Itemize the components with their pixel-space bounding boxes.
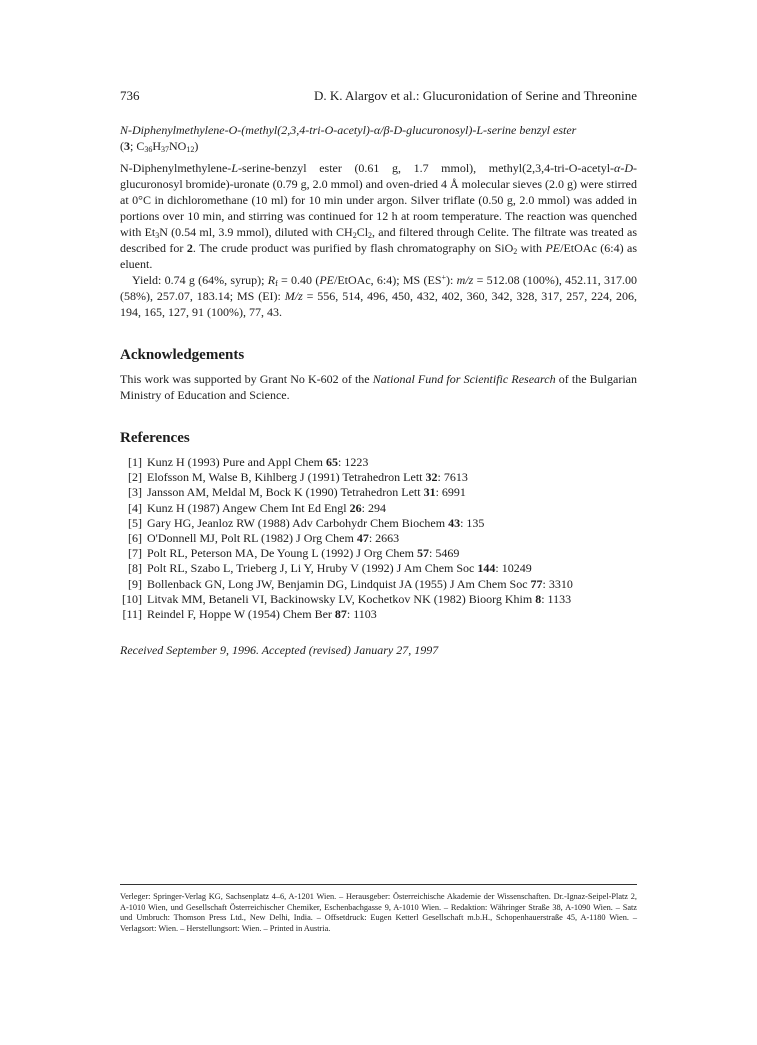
running-title: D. K. Alargov et al.: Glucuronidation of Serine and Threonine <box>313 88 637 103</box>
yield-paragraph: Yield: 0.74 g (64%, syrup); $R_f = 0.40$ (PE/EtOAc, 6:4); MS (ES+): m/z = 512.08 (100%), 452.11, 317.00 (58%), 257.07, 183.14; MS (EI): M/z = 556, 514, 496, 450, 432, 402, 360, 342, 328, 317, 257, 224, 206, 194, 165, 127, 91 (100%), 77, 43. <box>120 273 637 319</box>
reference-item: [9] Bollenback GN, Long JW, Benjamin DG, Lindquist JA (1955) J Am Chem Soc 77: 3310 <box>128 576 573 591</box>
reference-item: [5] Gary HG, Jeanloz RW (1988) Adv Carbohydr Chem Biochem 43: 135 <box>128 515 485 530</box>
footer-divider <box>120 884 637 885</box>
acknowledgements-text: This work was supported by Grant No K-602 of the National Fund for Scientific Research of the Bulgarian Ministry of Education and Science. <box>120 372 637 402</box>
compound-name: N-Diphenylmethylene-O-(methyl(2,3,4-tri-O-acetyl)-α/β-D-glucuronosyl)-L-serine benzyl ester <box>120 123 577 137</box>
received-dates: Received September 9, 1996. Accepted (revised) January 27, 1997 <box>120 643 439 658</box>
publisher-footer: Verleger: Springer-Verlag KG, Sachsenplatz 4–6, A-1201 Wien. – Herausgeber: Österreichische Akademie der Wissenschaften. Dr.-Ignaz-Seipel-Platz 2, A-1010 Wien, und Gesellschaft Österreichischer Chemiker, Eschenbachgasse 9, A-1010 Wien. – Redaktion: Währinger Straße 38, A-1090 Wien. – Satz und Umbruch: Thomson Press Ltd., New Delhi, India. – Offsetdruck: Eugen Ketterl Gesellschaft m.b.H., Schopenhauerstraße 45, A-1180 Wien. – Verlagsort: Wien. – Herstellungsort: Wien. – Printed in Austria. <box>120 892 637 933</box>
page-number: 736 <box>120 88 140 103</box>
reference-list <box>120 455 637 622</box>
reference-item: [3] Jansson AM, Meldal M, Bock K (1990) Tetrahedron Lett 31: 6991 <box>128 485 466 500</box>
synthesis-paragraph: N-Diphenylmethylene-L-serine-benzyl ester (0.61 g, 1.7 mmol), methyl(2,3,4-tri-O-acetyl-α-D-glucuronosyl bromide)-uronate (0.79 g, 2.0 mmol) and oven-dried 4 Å molecular sieves (2.0 g) were stirred at 0°C in dichloromethane (10 ml) for 10 min under argon. Silver triflate (0.50 g, 2.0 mmol) was added in portions over 10 min, and stirring was continued for 12 h at room temperature. The reaction was quenched with $Et_3N$ (0.54 ml, 3.9 mmol), diluted with $CH_2Cl_2$, and filtered through Celite. The filtrate was treated as described for 2. The crude product was purified by flash chromatography on SiO$_2$ with PE/EtOAc (6:4) as eluent. <box>120 161 638 271</box>
compound-heading: N-Diphenylmethylene-O-(methyl(2,3,4-tri-O-acetyl)-α/β-D-glucuronosyl)-L-serine benzyl ester (3; $C_{36}H_{37}NO_{12}$) <box>120 123 577 154</box>
references-heading: References <box>120 430 190 446</box>
reference-item: [1] Kunz H (1993) Pure and Appl Chem 65: 1223 <box>128 455 369 469</box>
reference-item: [8] Polt RL, Szabo L, Trieberg J, Li Y, Hruby V (1992) J Am Chem Soc 144: 10249 <box>128 561 532 576</box>
reference-item: [10] Litvak MM, Betaneli VI, Backinowsky LV, Kochetkov NK (1982) Bioorg Khim 8: 1133 <box>122 591 572 606</box>
reference-item: [7] Polt RL, Peterson MA, De Young L (1992) J Org Chem 57: 5469 <box>128 546 460 561</box>
compound-number: 3 <box>124 139 130 153</box>
acknowledgements-heading: Acknowledgements <box>120 347 245 363</box>
page-body <box>120 88 637 658</box>
reference-item: [11] Reindel F, Hoppe W (1954) Chem Ber 87: 1103 <box>122 607 377 622</box>
reference-item: [6] O'Donnell MJ, Polt RL (1982) J Org Chem 47: 2663 <box>128 531 400 546</box>
reference-item: [2] Elofsson M, Walse B, Kihlberg J (1991) Tetrahedron Lett 32: 7613 <box>128 470 468 485</box>
running-header <box>120 88 637 104</box>
reference-item: [4] Kunz H (1987) Angew Chem Int Ed Engl 26: 294 <box>128 500 386 515</box>
